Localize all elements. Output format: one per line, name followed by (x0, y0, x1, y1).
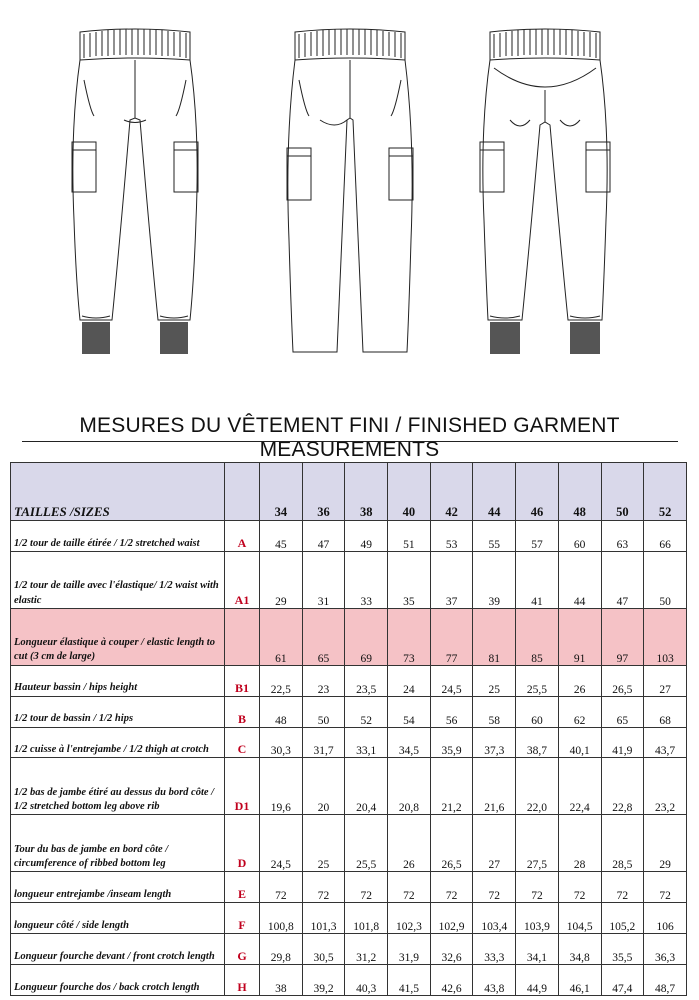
measurement-code (225, 608, 260, 665)
measurement-value: 25,5 (516, 665, 559, 696)
measurement-label: 1/2 bas de jambe étiré au dessus du bord côte / 1/2 stretched bottom leg above rib (11, 758, 225, 815)
measurement-value: 30,3 (260, 727, 303, 758)
measurement-value: 26,5 (430, 815, 473, 872)
measurements-body (11, 521, 687, 996)
measurement-value: 50 (302, 696, 345, 727)
measurement-value: 53 (430, 521, 473, 552)
measurement-row (11, 903, 687, 934)
measurement-value: 22,5 (260, 665, 303, 696)
measurement-value: 72 (430, 872, 473, 903)
size-header-cell: 50 (601, 463, 644, 521)
measurement-value: 42,6 (430, 964, 473, 995)
size-header-cell: 38 (345, 463, 388, 521)
measurement-code: H (225, 964, 260, 995)
measurement-value: 65 (601, 696, 644, 727)
measurement-row (11, 727, 687, 758)
measurement-value: 22,0 (516, 758, 559, 815)
measurement-value: 60 (558, 521, 601, 552)
measurement-value: 27,5 (516, 815, 559, 872)
measurement-value: 46,1 (558, 964, 601, 995)
measurement-value: 72 (260, 872, 303, 903)
measurement-row (11, 608, 687, 665)
measurement-value: 41,5 (388, 964, 431, 995)
measurement-value: 20,8 (388, 758, 431, 815)
measurement-value: 20 (302, 758, 345, 815)
measurement-value: 24,5 (430, 665, 473, 696)
measurement-value: 47 (601, 551, 644, 608)
measurement-value: 72 (302, 872, 345, 903)
size-header-cell: 44 (473, 463, 516, 521)
measurements-table (10, 462, 687, 996)
size-header-cell: 36 (302, 463, 345, 521)
measurement-code: E (225, 872, 260, 903)
measurement-value: 20,4 (345, 758, 388, 815)
measurement-value: 24,5 (260, 815, 303, 872)
measurement-value: 21,2 (430, 758, 473, 815)
measurement-value: 40,1 (558, 727, 601, 758)
measurement-label: longueur côté / side length (11, 903, 225, 934)
measurement-value: 34,8 (558, 934, 601, 965)
size-header-cell: 46 (516, 463, 559, 521)
measurement-label: Tour du bas de jambe en bord côte / circumference of ribbed bottom leg (11, 815, 225, 872)
measurement-value: 23,2 (644, 758, 687, 815)
measurement-value: 105,2 (601, 903, 644, 934)
measurement-label: 1/2 cuisse à l'entrejambe / 1/2 thigh at crotch (11, 727, 225, 758)
measurement-value: 62 (558, 696, 601, 727)
measurement-value: 32,6 (430, 934, 473, 965)
measurement-value: 61 (260, 608, 303, 665)
measurement-label: 1/2 tour de taille étirée / 1/2 stretched waist (11, 521, 225, 552)
measurement-value: 49 (345, 521, 388, 552)
measurement-value: 19,6 (260, 758, 303, 815)
measurement-value: 33,1 (345, 727, 388, 758)
measurement-value: 39 (473, 551, 516, 608)
measurement-value: 43,7 (644, 727, 687, 758)
measurement-value: 39,2 (302, 964, 345, 995)
measurement-value: 101,3 (302, 903, 345, 934)
size-header-cell: 48 (558, 463, 601, 521)
measurement-value: 35 (388, 551, 431, 608)
measurement-label: Hauteur bassin / hips height (11, 665, 225, 696)
measurement-value: 23 (302, 665, 345, 696)
measurement-value: 97 (601, 608, 644, 665)
measurement-row (11, 872, 687, 903)
measurement-value: 102,3 (388, 903, 431, 934)
measurement-value: 72 (388, 872, 431, 903)
measurement-value: 29 (644, 815, 687, 872)
code-header-cell (225, 463, 260, 521)
measurement-value: 27 (473, 815, 516, 872)
measurement-value: 28,5 (601, 815, 644, 872)
measurement-code: B (225, 696, 260, 727)
measurement-label: longueur entrejambe /inseam length (11, 872, 225, 903)
measurement-value: 50 (644, 551, 687, 608)
measurement-value: 37 (430, 551, 473, 608)
measurement-value: 66 (644, 521, 687, 552)
measurement-code: A1 (225, 551, 260, 608)
measurement-value: 91 (558, 608, 601, 665)
measurement-value: 68 (644, 696, 687, 727)
sizes-header-row (11, 463, 687, 521)
measurement-value: 100,8 (260, 903, 303, 934)
measurement-value: 27 (644, 665, 687, 696)
measurement-value: 72 (558, 872, 601, 903)
measurement-value: 60 (516, 696, 559, 727)
measurement-value: 31,9 (388, 934, 431, 965)
measurement-value: 73 (388, 608, 431, 665)
measurement-value: 25 (473, 665, 516, 696)
measurement-value: 77 (430, 608, 473, 665)
measurement-row (11, 665, 687, 696)
measurement-value: 52 (345, 696, 388, 727)
measurement-value: 36,3 (644, 934, 687, 965)
measurement-value: 37,3 (473, 727, 516, 758)
measurement-value: 43,8 (473, 964, 516, 995)
measurement-value: 102,9 (430, 903, 473, 934)
measurement-value: 72 (473, 872, 516, 903)
measurement-label: 1/2 tour de taille avec l'élastique/ 1/2 waist with elastic (11, 551, 225, 608)
pants-front-illustration (60, 20, 210, 360)
measurement-value: 31,7 (302, 727, 345, 758)
measurement-value: 41 (516, 551, 559, 608)
measurement-value: 35,9 (430, 727, 473, 758)
measurement-value: 31 (302, 551, 345, 608)
title-underline (22, 441, 678, 442)
measurement-row (11, 964, 687, 995)
measurement-value: 65 (302, 608, 345, 665)
sizes-header-label: TAILLES /SIZES (11, 463, 225, 521)
measurement-value: 30,5 (302, 934, 345, 965)
measurement-value: 35,5 (601, 934, 644, 965)
measurement-value: 28 (558, 815, 601, 872)
measurement-value: 33,3 (473, 934, 516, 965)
measurement-value: 72 (601, 872, 644, 903)
measurement-value: 24 (388, 665, 431, 696)
measurement-value: 25 (302, 815, 345, 872)
measurement-value: 26,5 (601, 665, 644, 696)
measurement-label: Longueur fourche devant / front crotch length (11, 934, 225, 965)
measurement-code: B1 (225, 665, 260, 696)
measurement-value: 21,6 (473, 758, 516, 815)
measurement-value: 106 (644, 903, 687, 934)
measurement-label: Longueur élastique à couper / elastic length to cut (3 cm de large) (11, 608, 225, 665)
measurement-code: F (225, 903, 260, 934)
measurement-row (11, 551, 687, 608)
measurement-code: G (225, 934, 260, 965)
measurement-value: 103,9 (516, 903, 559, 934)
measurement-value: 38,7 (516, 727, 559, 758)
measurement-value: 58 (473, 696, 516, 727)
pants-back-illustration (470, 20, 620, 360)
measurement-row (11, 934, 687, 965)
measurement-value: 40,3 (345, 964, 388, 995)
measurement-value: 72 (345, 872, 388, 903)
measurement-code: A (225, 521, 260, 552)
measurement-value: 81 (473, 608, 516, 665)
measurement-value: 22,8 (601, 758, 644, 815)
measurement-value: 29 (260, 551, 303, 608)
pants-front-alt-illustration (275, 20, 425, 360)
measurement-value: 55 (473, 521, 516, 552)
measurement-value: 34,5 (388, 727, 431, 758)
measurement-code: C (225, 727, 260, 758)
measurement-value: 47,4 (601, 964, 644, 995)
measurement-value: 34,1 (516, 934, 559, 965)
measurement-row (11, 758, 687, 815)
size-header-cell: 42 (430, 463, 473, 521)
measurement-row (11, 696, 687, 727)
measurement-value: 103,4 (473, 903, 516, 934)
size-header-cell: 34 (260, 463, 303, 521)
measurement-value: 85 (516, 608, 559, 665)
measurement-row (11, 815, 687, 872)
measurement-value: 23,5 (345, 665, 388, 696)
measurement-value: 31,2 (345, 934, 388, 965)
measurement-code: D1 (225, 758, 260, 815)
measurement-label: Longueur fourche dos / back crotch length (11, 964, 225, 995)
measurement-value: 63 (601, 521, 644, 552)
measurement-value: 47 (302, 521, 345, 552)
measurement-code: D (225, 815, 260, 872)
measurement-value: 26 (388, 815, 431, 872)
measurement-value: 54 (388, 696, 431, 727)
measurement-value: 103 (644, 608, 687, 665)
measurement-value: 72 (516, 872, 559, 903)
measurement-value: 104,5 (558, 903, 601, 934)
measurement-value: 22,4 (558, 758, 601, 815)
measurement-value: 69 (345, 608, 388, 665)
measurement-value: 38 (260, 964, 303, 995)
size-header-cell: 52 (644, 463, 687, 521)
measurement-value: 101,8 (345, 903, 388, 934)
page-title: MESURES DU VÊTEMENT FINI / FINISHED GARMENT MEASUREMENTS (79, 414, 620, 461)
measurement-value: 44,9 (516, 964, 559, 995)
measurement-value: 51 (388, 521, 431, 552)
measurement-value: 33 (345, 551, 388, 608)
measurement-value: 48,7 (644, 964, 687, 995)
measurement-value: 72 (644, 872, 687, 903)
measurement-value: 26 (558, 665, 601, 696)
measurement-value: 44 (558, 551, 601, 608)
size-header-cell: 40 (388, 463, 431, 521)
measurement-value: 57 (516, 521, 559, 552)
measurement-value: 25,5 (345, 815, 388, 872)
measurement-value: 45 (260, 521, 303, 552)
measurement-value: 56 (430, 696, 473, 727)
measurement-value: 29,8 (260, 934, 303, 965)
measurement-value: 41,9 (601, 727, 644, 758)
measurement-value: 48 (260, 696, 303, 727)
garment-illustrations (0, 0, 699, 400)
measurement-row (11, 521, 687, 552)
measurement-label: 1/2 tour de bassin / 1/2 hips (11, 696, 225, 727)
